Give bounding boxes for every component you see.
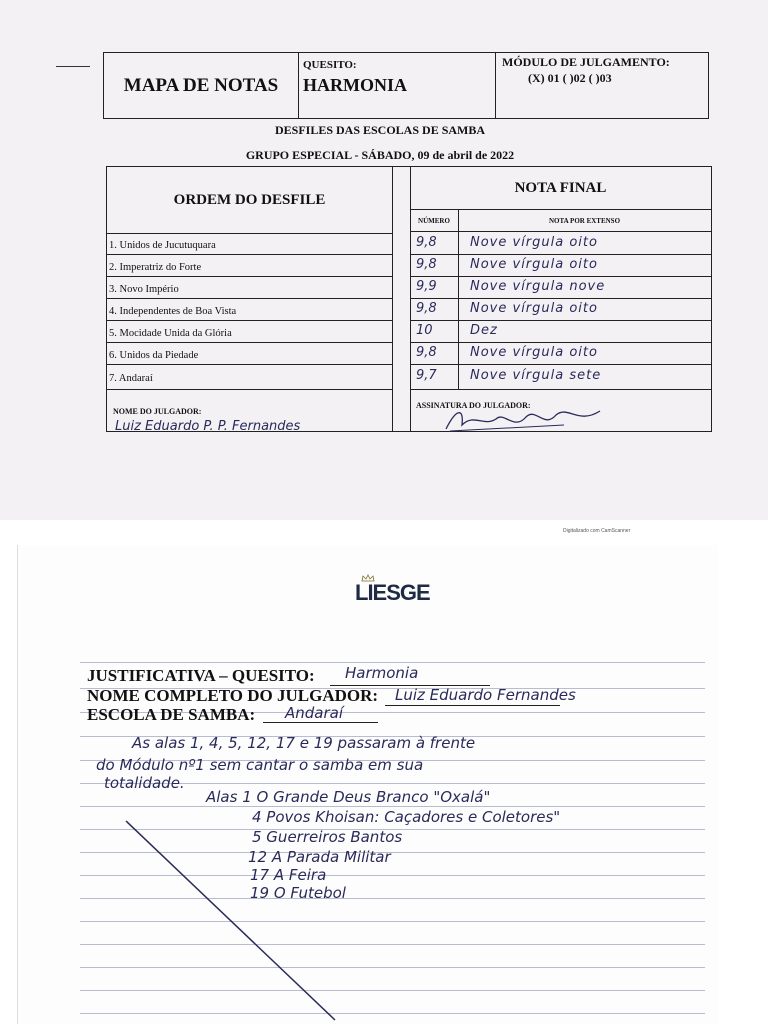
scan-credit: Digitalizado com CamScanner	[563, 528, 631, 534]
modulo-options: (X) 01 ( )02 ( )03	[528, 71, 612, 85]
score-number: 9,8	[416, 235, 437, 250]
justification-line: 12 A Parada Militar	[248, 848, 391, 866]
justification-line: Alas 1 O Grande Deus Branco "Oxalá"	[206, 788, 491, 806]
justification-line: 4 Povos Khoisan: Caçadores e Coletores"	[252, 808, 561, 826]
crown-icon	[361, 574, 375, 582]
justification-line: As alas 1, 4, 5, 12, 17 e 19 passaram à frente	[132, 734, 476, 752]
score-number: 10	[416, 323, 433, 338]
nota-header: NOTA FINAL	[410, 167, 711, 210]
sheet-title: MAPA DE NOTAS	[104, 53, 299, 118]
signature-label: ASSINATURA DO JULGADOR:	[416, 401, 531, 410]
modulo-box	[496, 53, 708, 118]
score-number: 9,7	[416, 368, 437, 383]
score-number: 9,9	[416, 279, 437, 294]
justificativa-quesito: Harmonia	[345, 664, 419, 682]
score-words: Nove vírgula oito	[470, 235, 598, 250]
justification-line: totalidade.	[104, 774, 185, 792]
school-label: ESCOLA DE SAMBA:	[87, 705, 256, 724]
school-name: 4. Independentes de Boa Vista	[109, 306, 237, 317]
liesge-logo	[355, 580, 430, 606]
extenso-header: NOTA POR EXTENSO	[548, 217, 621, 225]
justification-line: 5 Guerreiros Bantos	[252, 828, 403, 846]
nota-column	[410, 167, 711, 431]
school-name: 6. Unidos da Piedade	[109, 350, 199, 361]
school-value: Andaraí	[285, 704, 344, 722]
justification-line: 19 O Futebol	[250, 884, 346, 902]
justification-line: do Módulo nº1 sem cantar o samba em sua	[96, 756, 424, 774]
score-words: Nove vírgula oito	[470, 257, 598, 272]
modulo-label: MÓDULO DE JULGAMENTO:	[502, 55, 670, 69]
justification-line: 17 A Feira	[250, 866, 327, 884]
quesito-label: QUESITO:	[303, 59, 357, 71]
event-title: DESFILES DAS ESCOLAS DE SAMBA	[274, 123, 486, 137]
score-words: Dez	[470, 323, 498, 338]
school-name: 7. Andaraí	[109, 373, 153, 384]
score-number: 9,8	[416, 301, 437, 316]
justificativa-label: JUSTIFICATIVA – QUESITO:	[87, 666, 315, 685]
score-number: 9,8	[416, 257, 437, 272]
judge-label: NOME DO JULGADOR:	[113, 407, 202, 416]
score-words: Nove vírgula oito	[470, 345, 598, 360]
logo-text: LIESGE	[355, 580, 430, 605]
school-name: 3. Novo Império	[109, 284, 179, 295]
school-name: 2. Imperatriz do Forte	[109, 262, 202, 273]
signature-image	[444, 403, 604, 435]
quesito-value: HARMONIA	[303, 75, 407, 95]
quesito-box	[299, 53, 496, 118]
score-number: 9,8	[416, 345, 437, 360]
order-column	[107, 167, 393, 434]
ordem-header: ORDEM DO DESFILE	[107, 167, 392, 234]
school-name: 5. Mocidade Unida da Glória	[109, 328, 232, 339]
score-words: Nove vírgula sete	[470, 368, 602, 383]
sheet-header	[103, 52, 709, 119]
school-name: 1. Unidos de Jucutuquara	[109, 240, 216, 251]
event-subtitle: GRUPO ESPECIAL - SÁBADO, 09 de abril de 2022	[245, 148, 515, 162]
strike-through-line	[120, 815, 350, 1024]
scores-table	[106, 166, 712, 432]
score-words: Nove vírgula nove	[470, 279, 606, 294]
score-words: Nove vírgula oito	[470, 301, 598, 316]
numero-header: NÚMERO	[410, 210, 459, 232]
judge-name: Luiz Eduardo P. P. Fernandes	[115, 419, 301, 434]
scan-mark	[56, 66, 90, 67]
judge-full-name: Luiz Eduardo Fernandes	[395, 686, 576, 704]
judge-full-label: NOME COMPLETO DO JULGADOR:	[87, 686, 379, 705]
